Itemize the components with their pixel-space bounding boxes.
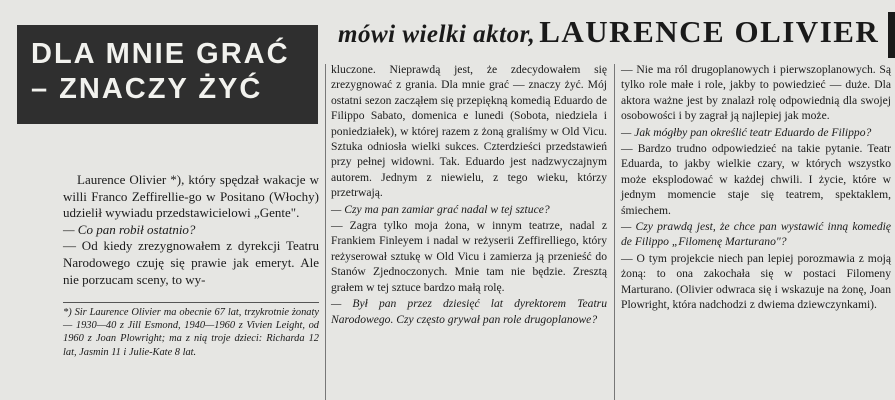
- question-4: — Jak mógłby pan określić teatr Eduardo de Filippo?: [621, 125, 872, 139]
- column-3: [621, 62, 891, 313]
- answer-4: — Bardzo trudno odpowiedzieć na takie pytanie. Teatr Eduarda, to jakby wielkie czary, w których wszystko może eksplodować w każdej chwili. I życie, które w jednym momencie staje się teatrem, spektaklem, śmiechem.: [621, 142, 891, 217]
- column-divider-2: [614, 64, 615, 400]
- column-divider-1: [325, 64, 326, 400]
- column-2-paragraph: kluczone. Nieprawdą jest, że zdecydowałem się zrezygnować z grania. Dla mnie grać — znaczy żyć. Mój ostatni sezon zacząłem się przepiękną komedią Eduardo de Filippo Sabato, domenica e lunedi (Sobota, niedziela i poniedziałek), w której razem z żoną graliśmy w Old Vicu. Sztuka odniosła wielki sukces. Czterdzieści przedstawień przy pełnej widowni. Tak. Eduardo jest nadzwyczajnym autorem. Jednym z niewielu, z tego wieku, którzy przetrwają.: [331, 63, 607, 200]
- title-line-1: DLA MNIE GRAĆ: [31, 38, 290, 70]
- intro-lead: Laurence Olivier *), który spędzał wakacje w willi Franco Zeffirellie-go w Positano (Włochy) udzielił wywiadu przedstawicielowi „Gente".: [63, 172, 319, 221]
- answer-1: — Od kiedy zrezygnowałem z dyrekcji Teatru Narodowego czuję się prawie jak emeryt. Ale nie porzucam sceny, to wy-: [63, 238, 319, 287]
- footnote: *) Sir Laurence Olivier ma obecnie 67 lat, trzykrotnie żonaty — 1930—40 z Jill Esmond, 1940—1960 z Vivien Leight, od 1960 z Joan Plowright; ma z nią troje dzieci: Richarda 12 lat, Jasmin 11 i Julie-Kate 8 lat.: [63, 307, 319, 358]
- headline: [338, 14, 879, 50]
- question-2: — Czy ma pan zamiar grać nadal w tej sztuce?: [331, 202, 550, 216]
- answer-2: — Zagra tylko moja żona, w innym teatrze, nadal z Frankiem Finleyem i nadal w reżyserii Zeffirelliego, który reżyserował sztukę w Old Vicu i zamierza ją przenieść do Stanów Zjednoczonych. Mnie tam nie będzie. Zresztą grałem w tej sztuce bardzo małą rolę.: [331, 219, 607, 294]
- footnote-divider: [63, 302, 319, 303]
- title-banner: [17, 25, 318, 124]
- title-line-2: – ZNACZY ŻYĆ: [31, 73, 263, 105]
- intro-column: [63, 172, 319, 288]
- question-3: — Był pan przez dziesięć lat dyrektorem Teatru Narodowego. Czy często grywał pan role drugoplanowe?: [331, 297, 607, 326]
- question-1: — Co pan robił ostatnio?: [63, 221, 196, 237]
- answer-3: — Nie ma ról drugoplanowych i pierwszoplanowych. Są tylko role małe i role, jakby to powiedzieć — duże. Dla aktora ważne jest by znalazł rolę odpowiednią dla swojej osobowości i by zagrał ją najlepiej jak może.: [621, 63, 891, 123]
- column-2: [331, 62, 607, 327]
- question-5: — Czy prawdą jest, że chce pan wystawić inną komedię de Filippo „Filomenę Marturano"?: [621, 220, 891, 249]
- page-edge-mark: [888, 12, 895, 58]
- headline-name: LAURENCE OLIVIER: [539, 14, 880, 49]
- answer-5: — O tym projekcie niech pan lepiej porozmawia z moją żoną: to ona zakochała się w postaci Filomeny Marturano. (Olivier odwraca się i wskazuje na żonę, Joan Plowright, która nadchodzi z dwiema dziewczynkami).: [621, 251, 891, 312]
- headline-tagline: mówi wielki aktor,: [338, 21, 536, 48]
